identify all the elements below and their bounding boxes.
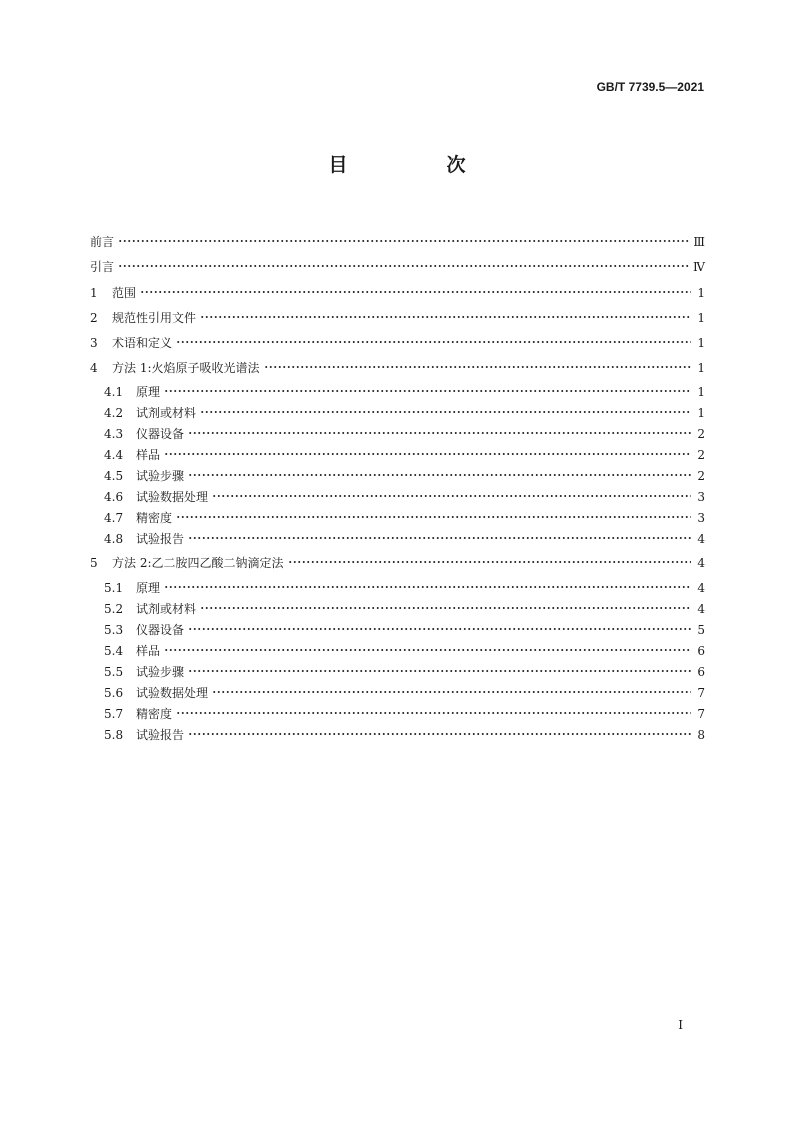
leader-dots [200,307,691,319]
toc-page: 6 [697,665,705,679]
toc-page: 1 [697,286,705,300]
toc-entry[interactable] [90,426,705,442]
toc-page: 2 [697,469,705,483]
toc-number: 5 [90,556,98,570]
toc-page: 3 [697,490,705,504]
toc-page: 7 [697,707,705,721]
toc-number: 4.1 [104,385,124,399]
toc-label: 规范性引用文件 [112,311,197,325]
toc-number: 5.6 [104,686,124,700]
toc-entry[interactable] [90,234,705,250]
toc-entry[interactable] [90,685,705,701]
toc-label: 精密度 [136,511,173,525]
toc-number: 5.3 [104,623,124,637]
leader-dots [188,423,691,435]
leader-dots [118,231,689,243]
leader-dots [164,577,691,589]
toc-entry[interactable] [90,360,705,376]
toc-page: 1 [697,361,705,375]
toc-label: 试验数据处理 [136,686,209,700]
toc-label: 范围 [112,286,137,300]
leader-dots [200,598,691,610]
toc-label: 精密度 [136,707,173,721]
leader-dots [212,682,691,694]
toc-label: 试验数据处理 [136,490,209,504]
toc-entry[interactable] [90,510,705,526]
leader-dots [200,402,691,414]
toc-entry[interactable] [90,580,705,596]
toc-page: 1 [697,336,705,350]
toc-label: 仪器设备 [136,623,185,637]
toc-label: 样品 [136,448,161,462]
toc-entry[interactable] [90,285,705,301]
toc-label: 试剂或材料 [136,602,197,616]
toc-number: 4 [90,361,98,375]
toc-entry[interactable] [90,468,705,484]
toc-label: 引言 [90,260,115,274]
leader-dots [188,724,691,736]
toc-page: 1 [697,406,705,420]
toc-entry[interactable] [90,555,705,571]
toc-label: 原理 [136,581,161,595]
leader-dots [188,528,691,540]
toc-entry[interactable] [90,405,705,421]
toc-page: 1 [697,311,705,325]
toc-label: 前言 [90,235,115,249]
toc-label: 试验报告 [136,728,185,742]
toc-page: 3 [697,511,705,525]
toc-label: 样品 [136,644,161,658]
toc-entry[interactable] [90,622,705,638]
toc-label: 试验步骤 [136,665,185,679]
toc-entry[interactable] [90,643,705,659]
leader-dots [212,486,691,498]
toc-page: 4 [697,581,705,595]
leader-dots [188,619,691,631]
toc-page: 8 [697,728,705,742]
toc-page: 1 [697,385,705,399]
toc-number: 5.8 [104,728,124,742]
toc-number: 1 [90,286,98,300]
toc-number: 2 [90,311,98,325]
toc-entry[interactable] [90,664,705,680]
leader-dots [176,332,691,344]
toc-page: 4 [697,532,705,546]
toc-entry[interactable] [90,489,705,505]
toc-number: 4.6 [104,490,124,504]
toc-number: 5.7 [104,707,124,721]
toc-entry[interactable] [90,259,705,275]
toc-page: Ⅳ [693,260,705,274]
toc-number: 4.8 [104,532,124,546]
toc-entry[interactable] [90,706,705,722]
toc-number: 5.2 [104,602,124,616]
toc-label: 仪器设备 [136,427,185,441]
toc-label: 原理 [136,385,161,399]
toc-label: 试剂或材料 [136,406,197,420]
leader-dots [164,640,691,652]
toc-entry[interactable] [90,310,705,326]
leader-dots [288,552,692,564]
toc-number: 5.5 [104,665,124,679]
page-number: I [678,1018,683,1032]
toc-label: 术语和定义 [112,336,173,350]
leader-dots [118,256,689,268]
toc-page: Ⅲ [693,235,705,249]
toc-number: 4.7 [104,511,124,525]
leader-dots [140,282,691,294]
toc-page: 7 [697,686,705,700]
toc-entry[interactable] [90,335,705,351]
toc-label: 试验步骤 [136,469,185,483]
toc-entry[interactable] [90,447,705,463]
toc-label: 方法 1:火焰原子吸收光谱法 [112,361,260,375]
toc-page: 5 [697,623,705,637]
leader-dots [188,465,691,477]
standard-code: GB/T 7739.5—2021 [596,80,704,94]
toc-number: 3 [90,336,98,350]
leader-dots [188,661,691,673]
toc-entry[interactable] [90,601,705,617]
toc-number: 4.4 [104,448,124,462]
page-title: 目 次 [328,154,506,176]
leader-dots [264,357,692,369]
toc-entry[interactable] [90,531,705,547]
leader-dots [164,444,691,456]
toc-number: 5.4 [104,644,124,658]
toc-page: 4 [697,602,705,616]
toc-page: 2 [697,448,705,462]
leader-dots [176,507,691,519]
toc-label: 试验报告 [136,532,185,546]
toc-page: 2 [697,427,705,441]
toc-number: 5.1 [104,581,124,595]
leader-dots [176,703,691,715]
toc-page: 4 [697,556,705,570]
toc-page: 6 [697,644,705,658]
leader-dots [164,381,691,393]
toc-number: 4.2 [104,406,124,420]
toc-entry[interactable] [90,727,705,743]
toc-label: 方法 2:乙二胺四乙酸二钠滴定法 [112,556,284,570]
toc-entry[interactable] [90,384,705,400]
toc-number: 4.5 [104,469,124,483]
toc-number: 4.3 [104,427,124,441]
